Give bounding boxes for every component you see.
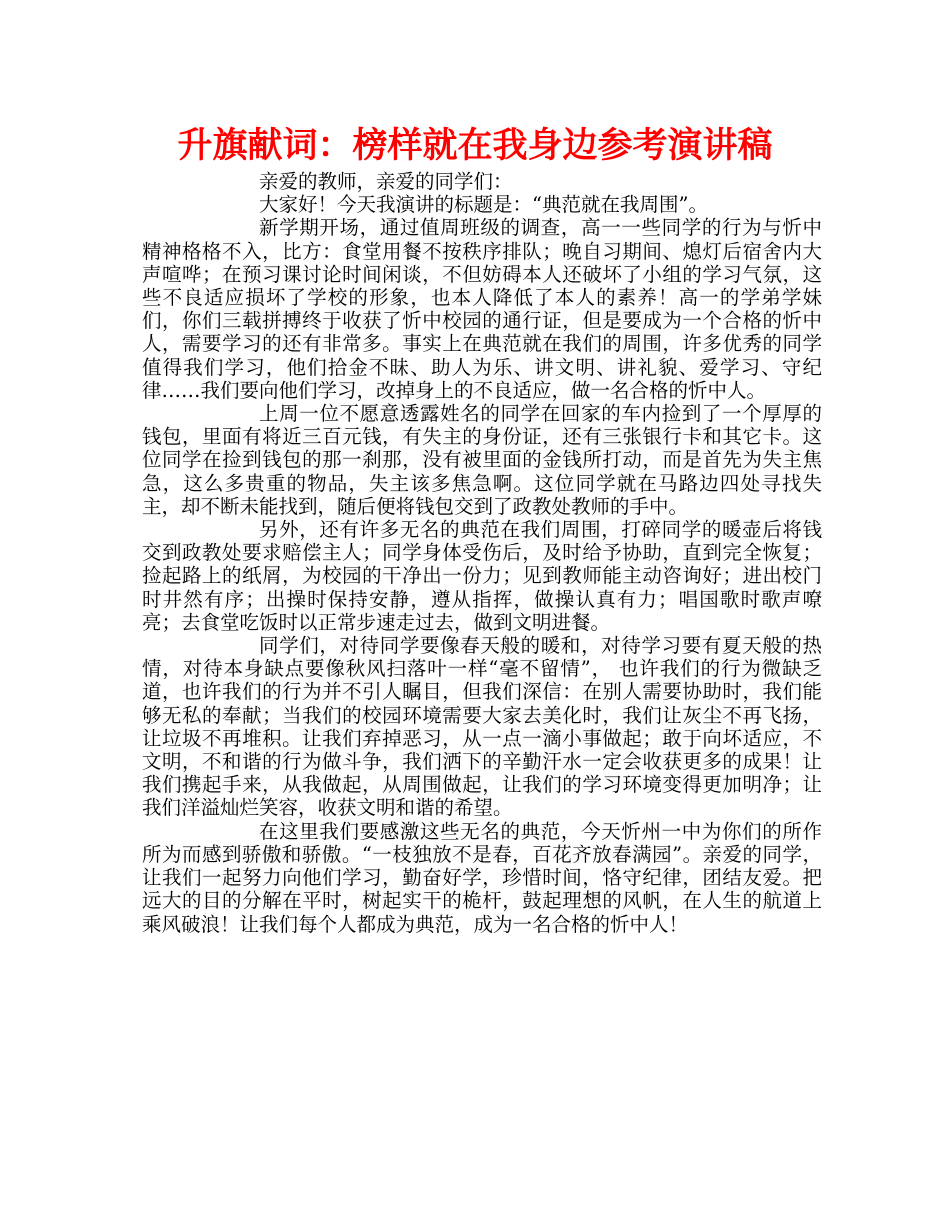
body-paragraph: 另外，还有许多无名的典范在我们周围，打碎同学的暖壶后将钱交到政教处要求赔偿主人；同学身体受伤后，及时给予协助，直到完全恢复；捡起路上的纸屑，为校园的干净出一份力；见到教师能主动咨询好；进出校门时井然有序；出操时保持安静，遵从指挥，做操认真有力；唱国歌时歌声嘹亮；去食堂吃饭时以正常步速走过去，做到文明进餐。 — [142, 518, 822, 634]
body-paragraph: 新学期开场，通过值周班级的调查，高一一些同学的行为与忻中精神格格不入，比方：食堂用餐不按秩序排队；晚自习期间、熄灯后宿舍内大声喧哗；在预习课讨论时间闲谈，不但妨碍本人还破坏了小组的学习气氛，这些不良适应损坏了学校的形象，也本人降低了本人的素养！高一的学弟学妹们，你们三载拼搏终于收获了忻中校园的通行证，但是要成为一个合格的忻中人，需要学习的还有非常多。事实上在典范就在我们的周围，许多优秀的同学值得我们学习，他们拾金不昧、助人为乐、讲文明、讲礼貌、爱学习、守纪律……我们要向他们学习，改掉身上的不良适应，做一名合格的忻中人。 — [142, 216, 822, 402]
page-title: 升旗献词：榜样就在我身边参考演讲稿 — [177, 126, 773, 166]
intro-paragraph: 大家好！今天我演讲的标题是：“典范就在我周围”。 — [259, 193, 708, 217]
greeting-paragraph: 亲爱的教师，亲爱的同学们： — [259, 170, 513, 193]
body-paragraph: 同学们，对待同学要像春天般的暖和，对待学习要有夏天般的热情，对待本身缺点要像秋风扫落叶一样“毫不留情”， 也许我们的行为微缺乏道，也许我们的行为并不引人瞩目，但我们深信：在别人需要协助时，我们能够无私的奉献；当我们的校园环境需要大家去美化时，我们让灰尘不再飞扬，让垃圾不再堆积。让我们弃掉恶习，从一点一滴小事做起；敢于向坏适应，不文明，不和谐的行为做斗争，我们洒下的辛勤汗水一定会收获更多的成果！让我们携起手来，从我做起，从周围做起，让我们的学习环境变得更加明净；让我们洋溢灿烂笑容，收获文明和谐的希望。 — [142, 634, 822, 820]
speech-body — [142, 170, 822, 936]
closing-paragraph: 在这里我们要感激这些无名的典范，今天忻州一中为你们的所作所为而感到骄傲和骄傲。“一枝独放不是春，百花齐放春满园”。亲爱的同学，让我们一起努力向他们学习，勤奋好学，珍惜时间，恪守纪律，团结友爱。把远大的目的分解在平时，树起实干的桅杆，鼓起理想的风帆，在人生的航道上乘风破浪！让我们每个人都成为典范，成为一名合格的忻中人！ — [142, 819, 822, 936]
body-paragraph: 上周一位不愿意透露姓名的同学在回家的车内捡到了一个厚厚的钱包，里面有将近三百元钱，有失主的身份证，还有三张银行卡和其它卡。这位同学在捡到钱包的那一刹那，没有被里面的金钱所打动，而是首先为失主焦急，这么多贵重的物品，失主该多焦急啊。这位同学就在马路边四处寻找失主，却不断未能找到，随后便将钱包交到了政教处教师的手中。 — [142, 402, 822, 518]
